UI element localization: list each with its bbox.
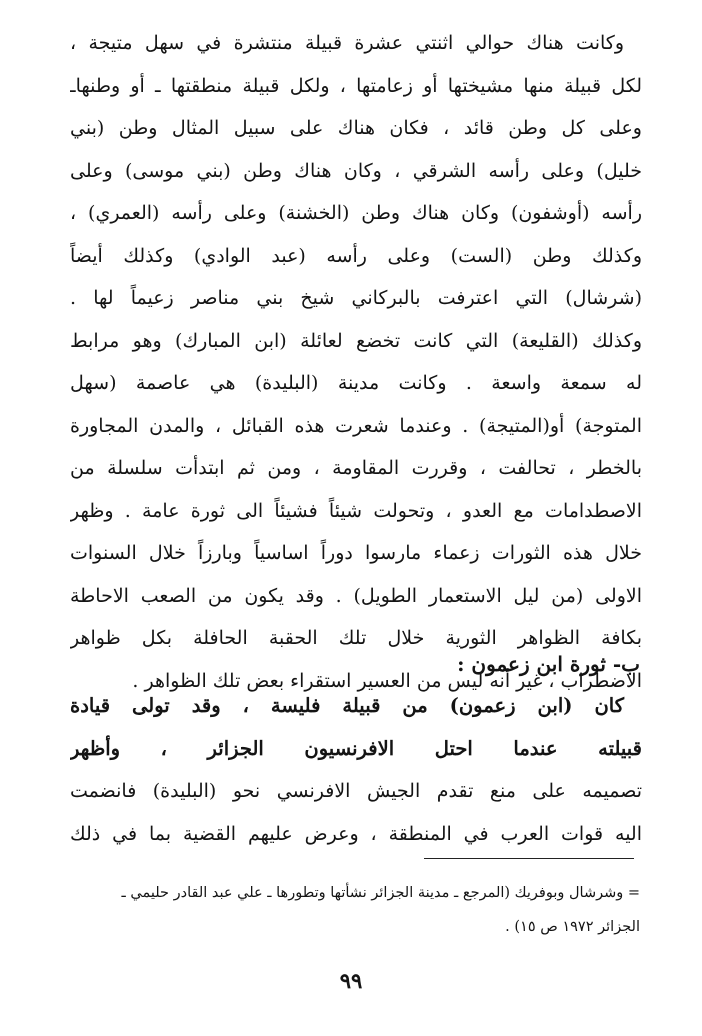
text-line: وعلى كل وطن قائد ، فكان هناك على سبيل المثال وطن (بني bbox=[70, 117, 642, 139]
page-number: ٩٩ bbox=[339, 968, 363, 993]
footnote bbox=[70, 876, 640, 944]
footnote-line: = وشرشال وبوفريك (المرجع ـ مدينة الجزائر نشأتها وتطورها ـ علي عبد القادر حليمي ـ bbox=[121, 885, 640, 901]
text-line: خلال هذه الثورات زعماء مارسوا دوراً اساسياً وبارزاً خلال السنوات bbox=[70, 542, 642, 564]
text-line: (شرشال) التي اعترفت بالبركاني شيخ بني مناصر زعيماً لها . bbox=[70, 287, 642, 309]
text-line: تصميمه على منع تقدم الجيش الافرنسي نحو (البليدة) فانضمت bbox=[70, 780, 642, 802]
text-line: كان (ابن زعمون) من قبيلة فليسة ، وقد تولى قيادة bbox=[70, 694, 624, 717]
main-paragraph bbox=[70, 22, 642, 702]
text-line: وكانت هناك حوالي اثنتي عشرة قبيلة منتشرة في سهل متيجة ، bbox=[70, 32, 624, 54]
text-line: وكذلك (القليعة) التي كانت تخضع لعائلة (ابن المبارك) وهو مرابط bbox=[70, 329, 642, 352]
text-line: الاصطدامات مع العدو ، وتحولت شيئاً فشيئاً الى ثورة عامة . وظهر bbox=[70, 499, 642, 522]
text-line: قبيلته عندما احتل الافرنسيون الجزائر ، وأظهر bbox=[70, 736, 642, 760]
text-line: وكذلك وطن (الست) وعلى رأسه (عبد الوادي) وكذلك أيضاً bbox=[70, 244, 642, 267]
text-line: له سمعة واسعة . وكانت مدينة (البليدة) هي عاصمة (سهل bbox=[70, 372, 642, 394]
text-line: الاولى (من ليل الاستعمار الطويل) . وقد يكون من الصعب الاحاطة bbox=[70, 584, 642, 607]
text-line: المتوجة) أو(المتيجة) . وعندما شعرت هذه القبائل ، والمدن المجاورة bbox=[70, 414, 642, 437]
text-line: اليه قوات العرب في المنطقة ، وعرض عليهم القضية بما في ذلك bbox=[70, 822, 642, 845]
text-line: الاضطراب ، غير أنه ليس من العسير استقراء بعض تلك الظواهر . bbox=[132, 669, 642, 692]
text-line: بالخطر ، تحالفت ، وقررت المقاومة ، ومن ثم ابتدأت سلسلة من bbox=[70, 457, 642, 479]
footnote-divider bbox=[424, 858, 634, 859]
section-paragraph bbox=[70, 685, 642, 855]
section-heading: ب- ثورة ابن زعمون : bbox=[457, 652, 640, 676]
text-line: بكافة الظواهر الثورية خلال تلك الحقبة الحافلة بكل ظواهر bbox=[70, 627, 642, 649]
footnote-line: الجزائر ١٩٧٢ ص ١٥) . bbox=[505, 919, 640, 935]
text-line: رأسه (أوشفون) وكان هناك وطن (الخشنة) وعلى رأسه (العمري) ، bbox=[70, 202, 642, 224]
text-line: خليل) وعلى رأسه الشرقي ، وكان هناك وطن (بني موسى) وعلى bbox=[70, 159, 642, 182]
text-line: لكل قبيلة منها مشيختها أو زعامتها ، ولكل قبيلة منطقتها ـ أو وطنهاـ bbox=[70, 74, 642, 97]
